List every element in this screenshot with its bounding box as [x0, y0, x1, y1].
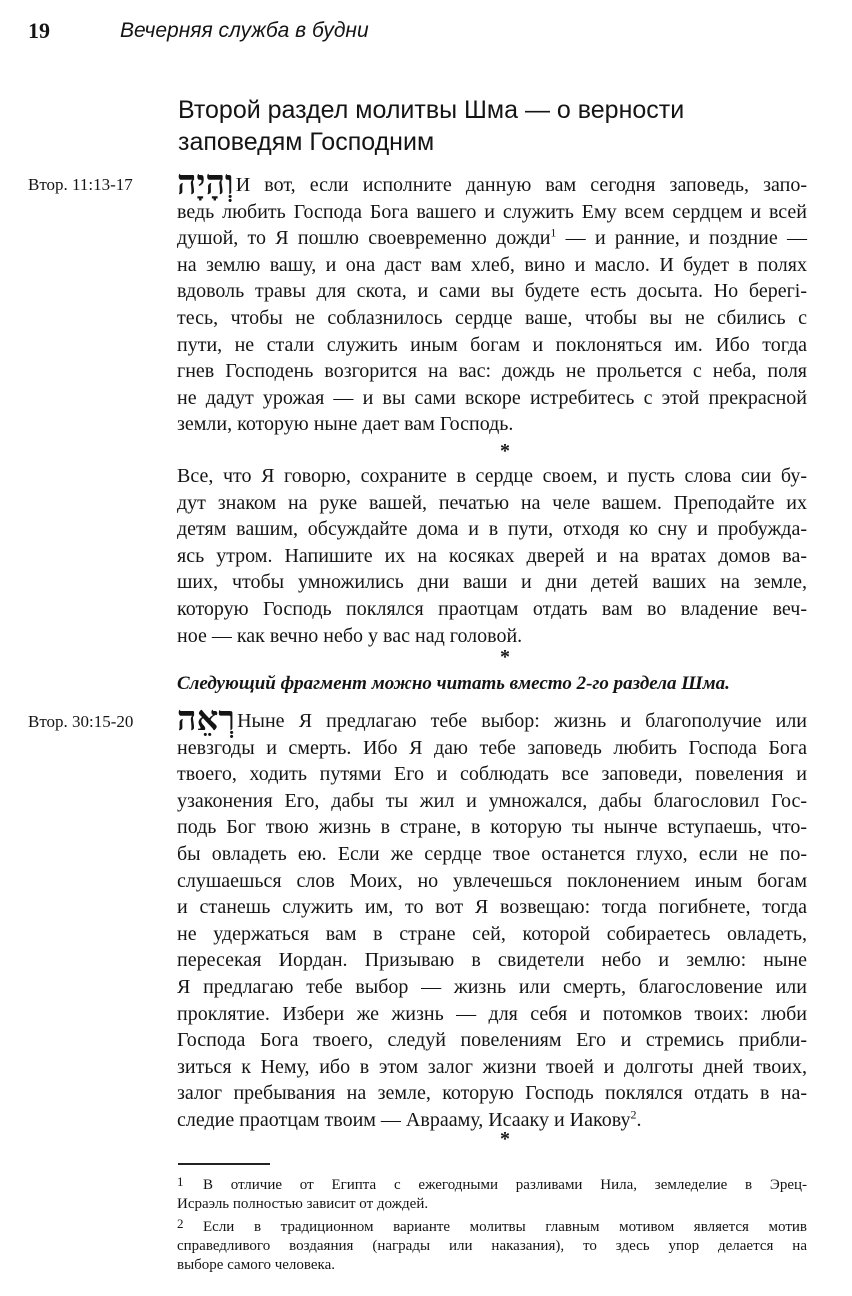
footnotes — [177, 1172, 807, 1275]
text-line: невзгоды и смерть. Ибо Я даю тебе заповедь любить Господа Бога — [177, 736, 807, 759]
text-line: на землю вашу, и она даст вам хлеб, вино и масло. И будет в полях — [177, 253, 807, 276]
text-line: следие праотцам твоим — Аврааму, Исааку и Иакову$^2$. — [177, 1107, 642, 1131]
footnote-line: 2 Если в традиционном варианте молитвы главным мотивом является мотив — [177, 1216, 807, 1235]
text-line: земли, которую ныне дает вам Господь. — [177, 413, 514, 436]
section-separator-star: * — [500, 440, 510, 462]
footnote-line: справедливого воздаяния (награды или наказания), то здесь упор делается на — [177, 1238, 807, 1254]
text-line: которую Господь поклялся праотцам отдать вам во владение веч- — [177, 597, 807, 620]
footnote-line: 1 В отличие от Египта с ежегодными разливами Нила, земледелие в Эрец- — [177, 1174, 807, 1193]
text-line: слушаешься слов Моих, но увлечешься поклонением иным богам — [177, 869, 807, 892]
text-line: залог пребывания на земле, которую Господь поклялся отдать в на- — [177, 1082, 807, 1105]
text-line: бы овладеть ею. Если же сердце твое останется глухо, если не по- — [177, 842, 807, 865]
text-line: не дадут урожая — и вы сами вскоре истребитесь с этой прекрасной — [177, 386, 807, 409]
page-header — [28, 18, 828, 50]
rubric-note: Следующий фрагмент можно читать вместо 2-го раздела Шма. — [177, 673, 730, 694]
text-line: вдоволь травы для скота, и сами вы будете есть досыта. Но берегi- — [177, 280, 807, 303]
text-line: проклятие. Избери же жизнь — для себя и потомков твоих: люби — [177, 1002, 807, 1025]
footnote-divider — [178, 1163, 270, 1165]
hebrew-initial-word: וְהָיָה — [177, 163, 234, 203]
section-separator-star: * — [500, 646, 510, 668]
scripture-reference: Втор. 11:13-17 — [28, 175, 133, 194]
text-line: ведь любить Господа Бога вашего и служить Ему всем сердцем и всей — [177, 200, 807, 223]
section-title-line: заповедям Господним — [178, 128, 435, 156]
footnote-marker: 2 — [177, 1216, 184, 1231]
text-line: детям вашим, обсуждайте дома и в пути, отходя ко сну и пробуждa- — [177, 518, 807, 541]
text-line: Господа Бога твоего, следуй повелениям Его и стремись прибли- — [177, 1029, 807, 1052]
footnote-ref[interactable]: 2 — [630, 1107, 637, 1122]
section-title-line: Второй раздел молитвы Шма — о верности — [178, 96, 685, 124]
text-line: дут знаком на руке вашей, печатью на челе вашем. Преподайте их — [177, 491, 807, 514]
page-number: 19 — [28, 18, 50, 43]
text-line: тесь, чтобы не соблазнилось сердце ваше, чтобы вы не сбились с — [177, 306, 807, 329]
text-line: ясь утром. Напишите их на косяках дверей и на вратах домов ва- — [177, 544, 807, 567]
scripture-passage-3 — [177, 699, 807, 1134]
section-separator-star: * — [500, 1128, 510, 1150]
text-line: подь Бог твою жизнь в стране, в которую ты нынче вступаешь, что- — [177, 816, 807, 839]
footnote-line: Исраэль полностью зависит от дождей. — [177, 1196, 429, 1212]
text-line: пересекая Иордан. Призываю в свидетели небо и землю: ныне — [177, 949, 807, 972]
footnote-line: выборе самого человека. — [177, 1257, 336, 1273]
text-line: и станешь служить им, то вот Я возвещаю: тогда погибнете, тогда — [177, 896, 807, 919]
text-line: не удержаться вам в стране сей, которой собираетесь овладеть, — [177, 922, 807, 945]
running-title: Вечерняя служба в будни — [120, 19, 369, 42]
text-line: רְאֵה Ныне Я предлагаю тебе выбор: жизнь и благополучие или — [177, 699, 807, 739]
section-title — [178, 94, 818, 158]
hebrew-initial-word: רְאֵה — [177, 699, 236, 739]
footnote-marker: 1 — [177, 1174, 184, 1189]
text-line: Я предлагаю тебе выбор — жизнь или смерть, благословение или — [177, 975, 807, 998]
text-line: пути, не стали служить иным богам и поклоняться им. Ибо тогда — [177, 333, 807, 356]
text-line: душой, то Я пошлю своевременно дожди$^1$ — и ранние, и поздние — — [177, 225, 807, 250]
text-line: Все, что Я говорю, сохраните в сердце своем, и пусть слова сии бу- — [177, 465, 807, 487]
scripture-passage-1 — [177, 163, 807, 438]
text-line: וְהָיָה И вот, если исполните данную вам сегодня заповедь, запо- — [177, 163, 807, 203]
text-line: ное — как вечно небо у вас над головой. — [177, 624, 523, 647]
text-line: гнев Господень возгорится на вас: дождь не прольется с неба, поля — [177, 360, 807, 383]
footnote-ref[interactable]: 1 — [550, 225, 557, 240]
text-line: твоего, ходить путями Его и соблюдать все заповеди, повеления и — [177, 763, 807, 786]
text-line: ших, чтобы умножились дни ваши и дни детей ваших на земле, — [177, 571, 807, 594]
scripture-passage-2 — [177, 463, 807, 649]
text-line: узаконения Его, дабы ты жил и умножался, дабы благословил Гос- — [177, 789, 807, 812]
text-line: зиться к Нему, ибо в этом залог жизни твоей и долготы дней твоих, — [177, 1055, 807, 1078]
scripture-reference: Втор. 30:15-20 — [28, 712, 134, 731]
